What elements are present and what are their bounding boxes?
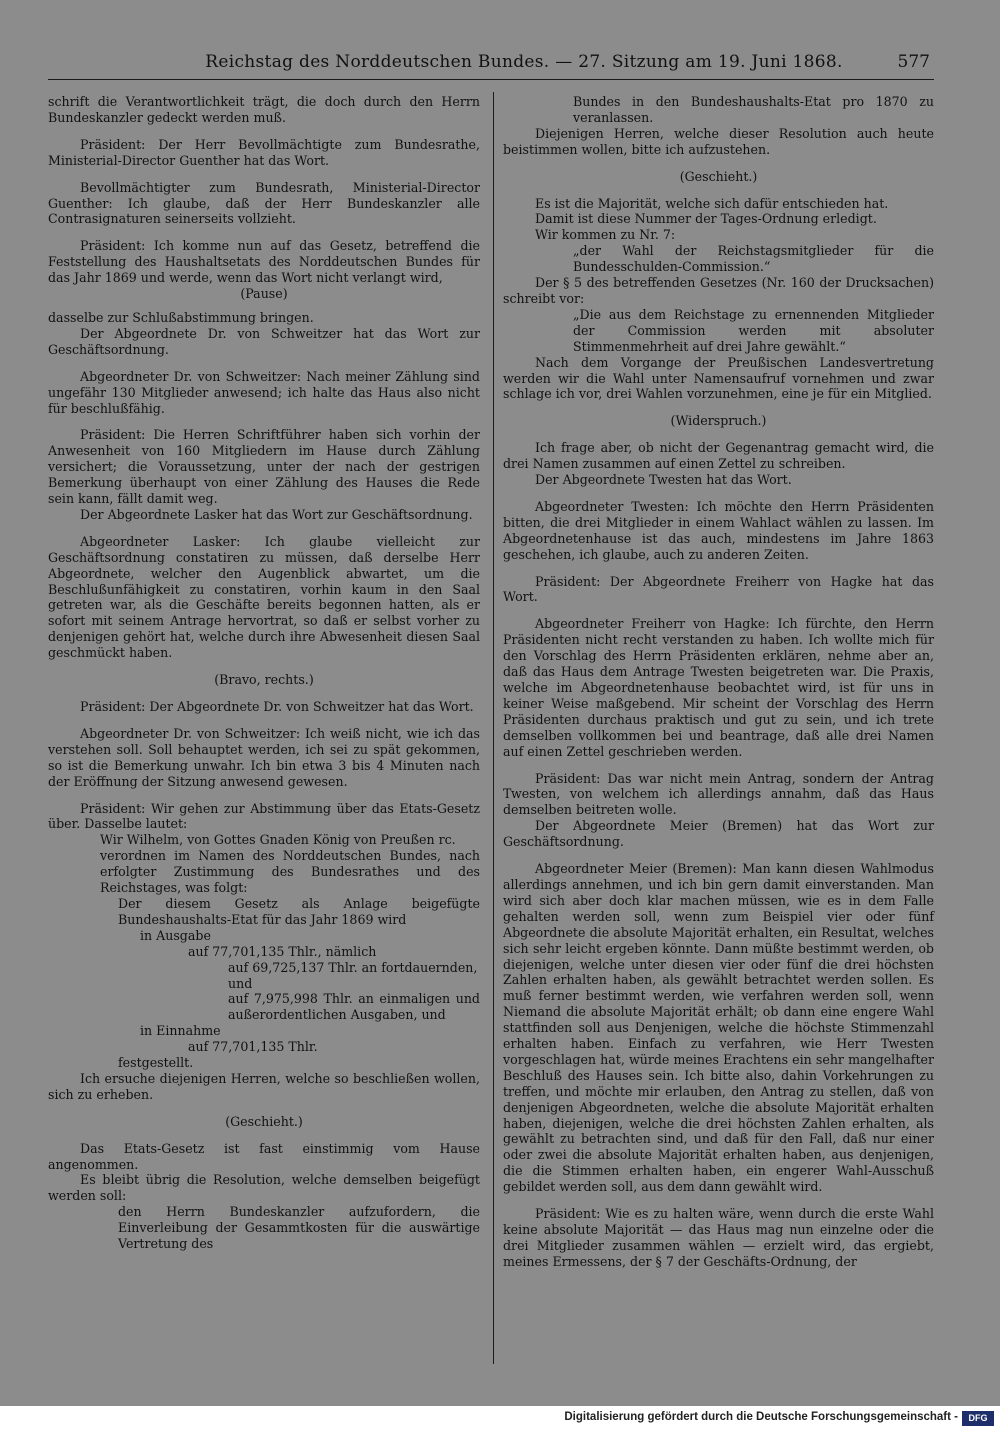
paragraph: Abgeordneter Lasker: Ich glaube vielleicht zur Geschäftsordnung constatiren zu müssen, daß derselbe Herr Abgeordnete, welcher den Augenblick abwartet, um die Beschlußunfähigkeit zu constatiren, vorhin kaum in den Saal getreten war, als die Geschäfte bereits begonnen hatten, als er sofort mit seinem Antrage hervortrat, so daß er selbst vorher zu denjenigen gehört hat, welche durch ihre Abwesenheit diesen Saal geschmückt haben.: [48, 533, 480, 661]
paragraph: dasselbe zur Schlußabstimmung bringen.: [48, 309, 314, 325]
law-text: verordnen im Namen des Norddeutschen Bundes, nach erfolgter Zustimmung des Bundesrathes und des Reichstages, was folgt:: [100, 848, 480, 896]
paragraph: Ich frage aber, ob nicht der Gegenantrag gemacht wird, die drei Namen zusammen auf einen Zettel zu schreiben.: [503, 440, 934, 472]
paragraph: Präsident: Der Abgeordnete Freiherr von Hagke hat das Wort.: [503, 573, 934, 605]
paragraph: Präsident: Wie es zu halten wäre, wenn durch die erste Wahl keine absolute Majorität — das Haus mag nun einzelne oder die drei Mitglieder zusammen wählen — erzielt wird, das ergiebt, meines Ermessens, der § 7 der Geschäfts-Ordnung, der: [503, 1206, 934, 1269]
law-text: und: [228, 975, 253, 991]
law-text: Wir Wilhelm, von Gottes Gnaden König von Preußen rc.: [100, 832, 456, 848]
interjection: (Pause): [240, 286, 288, 302]
resolution-text: den Herrn Bundeskanzler aufzufordern, die Einverleibung der Gesammtkosten für die auswärtige Vertretung des: [118, 1204, 480, 1252]
law-text: auf 7,975,998 Thlr. an einmaligen und außerordentlichen Ausgaben, und: [228, 991, 480, 1023]
law-text: auf 69,725,137 Thlr. an fortdauernden,: [228, 959, 478, 975]
law-text: in Einnahme: [140, 1023, 221, 1039]
paragraph: Ich ersuche diejenigen Herren, welche so beschließen wollen, sich zu erheben.: [48, 1070, 480, 1102]
interjection: (Geschieht.): [225, 1113, 303, 1129]
paragraph: Abgeordneter Dr. von Schweitzer: Nach meiner Zählung sind ungefähr 130 Mitglieder anwesend; ich halte das Haus also nicht für beschlußfähig.: [48, 368, 480, 416]
running-head: Reichstag des Norddeutschen Bundes. — 27. Sitzung am 19. Juni 1868.: [205, 52, 843, 72]
paragraph: Der § 5 des betreffenden Gesetzes (Nr. 160 der Drucksachen) schreibt vor:: [503, 275, 934, 306]
law-text: auf 77,701,135 Thlr., nämlich: [188, 943, 377, 959]
page-number: 577: [897, 52, 930, 72]
page-header: [48, 52, 934, 78]
paragraph: Abgeordneter Dr. von Schweitzer: Ich weiß nicht, wie ich das verstehen soll. Soll behauptet werden, ich sei zu spät gekommen, so ist die Bemerkung unwahr. Ich bin etwa 3 bis 4 Minuten nach der Eröffnung der Sitzung anwesend gewesen.: [48, 725, 480, 789]
paragraph: Das Etats-Gesetz ist fast einstimmig vom Hause angenommen.: [48, 1140, 480, 1172]
paragraph: Der Abgeordnete Lasker hat das Wort zur Geschäftsordnung.: [80, 506, 473, 522]
paragraph: Präsident: Die Herren Schriftführer haben sich vorhin der Anwesenheit von 160 Mitgliedern im Hause durch Zählung versichert; die Voraussetzung, unter der nach der gestrigen Bemerkung überhaupt von einer Zählung des Hauses die Rede sein kann, fällt damit weg.: [48, 427, 480, 507]
law-text: festgestellt.: [118, 1055, 194, 1071]
interjection: (Widerspruch.): [670, 413, 767, 429]
right-column: [503, 94, 934, 1270]
paragraph: Präsident: Der Herr Bevollmächtigte zum Bundesrathe, Ministerial-Director Guenther hat das Wort.: [48, 136, 480, 168]
interjection: (Bravo, rechts.): [214, 672, 314, 688]
agenda-item: „der Wahl der Reichstagsmitglieder für die Bundesschulden-Commission.“: [573, 243, 934, 275]
paragraph: Nach dem Vorgange der Preußischen Landesvertretung werden wir die Wahl unter Namensaufruf vornehmen und zwar schlage ich vor, drei Wahlen vorzunehmen, eine je für ein Mitglied.: [503, 354, 934, 402]
paragraph: Der Abgeordnete Meier (Bremen) hat das Wort zur Geschäftsordnung.: [503, 818, 934, 850]
paragraph: Wir kommen zu Nr. 7:: [535, 227, 676, 243]
paragraph: Präsident: Ich komme nun auf das Gesetz, betreffend die Feststellung des Haushaltsetats des Norddeutschen Bundes für das Jahr 1869 und werde, wenn das Wort nicht verlangt wird,: [48, 238, 480, 286]
column-divider: [493, 92, 494, 1364]
dfg-logo: DFG: [962, 1411, 994, 1426]
paragraph: Präsident: Der Abgeordnete Dr. von Schweitzer hat das Wort.: [80, 699, 474, 714]
paragraph: Präsident: Das war nicht mein Antrag, sondern der Antrag Twesten, von welchem ich allerdings annahm, daß das Haus demselben beitreten wolle.: [503, 770, 934, 818]
paragraph: Diejenigen Herren, welche dieser Resolution auch heute beistimmen wollen, bitte ich aufzustehen.: [503, 125, 934, 157]
paragraph: Abgeordneter Twesten: Ich möchte den Herrn Präsidenten bitten, die drei Mitglieder in einem Wahlact wählen zu lassen. Im Abgeordnetenhause ist das auch, mindestens im Jahre 1863 geschehen, ich glaube, auch zu anderen Zeiten.: [503, 498, 934, 562]
funding-credit: Digitalisierung gefördert durch die Deutsche Forschungsgemeinschaft -: [564, 1411, 958, 1423]
interjection: (Geschieht.): [679, 168, 758, 184]
paragraph: Präsident: Wir gehen zur Abstimmung über das Etats-Gesetz über. Dasselbe lautet:: [48, 800, 480, 832]
law-text: in Ausgabe: [140, 927, 211, 943]
quoted-law: „Die aus dem Reichstage zu ernennenden Mitglieder der Commission werden mit absoluter Stimmenmehrheit auf drei Jahre gewählt.“: [573, 306, 934, 354]
paragraph: Der Abgeordnete Dr. von Schweitzer hat das Wort zur Geschäftsordnung.: [48, 325, 480, 357]
paragraph: Abgeordneter Meier (Bremen): Man kann diesen Wahlmodus allerdings annehmen, und ich bin gern damit einverstanden. Man wird sich aber doch klar machen müssen, wie es in dem Falle gehalten werden soll, wenn zum Beispiel vier oder fünf Abgeordnete die absolute Majorität erhalten, ein Resultat, welches sich sehr leicht ergeben könnte. Dann müßte bestimmt werden, ob diejenigen, welche unter diesen vier oder fünf die drei höchsten Zahlen erhalten haben, als gewählt betrachtet werden sollen. Es muß ferner bestimmt werden, wie verfahren werden soll, wenn Niemand die absolute Majorität erhält; ob dann eine engere Wahl stattfinden soll aus Denjenigen, welche die höchste Stimmenzahl erhalten haben. Einfach zu verfahren, wie Herr Twesten vorgeschlagen hat, würde meines Erachtens ein sehr mangelhafter Beschluß des Hauses sein. Ich bitte also, dahin Vorkehrungen zu treffen, und möchte mir erlauben, den Antrag zu stellen, daß von denjenigen Abgeordneten, welche die absolute Majorität erhalten haben, diejenigen, welche die drei höchsten Zahlen erhalten, als gewählt zu betrachten sind, und daß für den Fall, daß nur einer oder zwei die absolute Majorität erhalten haben, aus denjenigen, die die Stimmen erhalten haben, ein engerer Wahl-Ausschuß gebildet werden soll, aus dem dann gewählt wird.: [503, 861, 934, 1195]
law-text: Der diesem Gesetz als Anlage beigefügte Bundeshaushalts-Etat für das Jahr 1869 wird: [118, 895, 480, 927]
resolution-text: Bundes in den Bundeshaushalts-Etat pro 1870 zu veranlassen.: [573, 94, 934, 125]
law-text: auf 77,701,135 Thlr.: [188, 1039, 318, 1055]
paragraph: Abgeordneter Freiherr von Hagke: Ich fürchte, den Herrn Präsidenten nicht recht verstanden zu haben. Ich wollte mich für den Vorschlag des Herrn Präsidenten erklären, nehme aber an, daß das Haus dem Antrage Twesten beigetreten war. Die Praxis, welche im Abgeordnetenhause beobachtet wird, ist für uns in keiner Weise maßgebend. Mir scheint der Vorschlag des Herrn Präsidenten durchaus praktisch und gut zu sein, und ich trete demselben vollkommen bei und beantrage, daß alle drei Namen auf einen Zettel geschrieben werden.: [503, 616, 934, 759]
header-rule: [48, 79, 934, 80]
left-column: [48, 94, 480, 1252]
digitization-footer: [0, 1406, 1000, 1432]
paragraph: Bevollmächtigter zum Bundesrath, Ministerial-Director Guenther: Ich glaube, daß der Herr Bundeskanzler alle Contrasignaturen seinerseits vollzieht.: [48, 179, 480, 227]
paragraph: Es ist die Majorität, welche sich dafür entschieden hat.: [535, 195, 889, 211]
paragraph: schrift die Verantwortlichkeit trägt, die doch durch den Herrn Bundeskanzler gedeckt werden muß.: [48, 94, 480, 125]
paragraph: Es bleibt übrig die Resolution, welche demselben beigefügt werden soll:: [48, 1172, 480, 1204]
paragraph: Der Abgeordnete Twesten hat das Wort.: [535, 472, 792, 488]
paragraph: Damit ist diese Nummer der Tages-Ordnung erledigt.: [535, 211, 877, 227]
